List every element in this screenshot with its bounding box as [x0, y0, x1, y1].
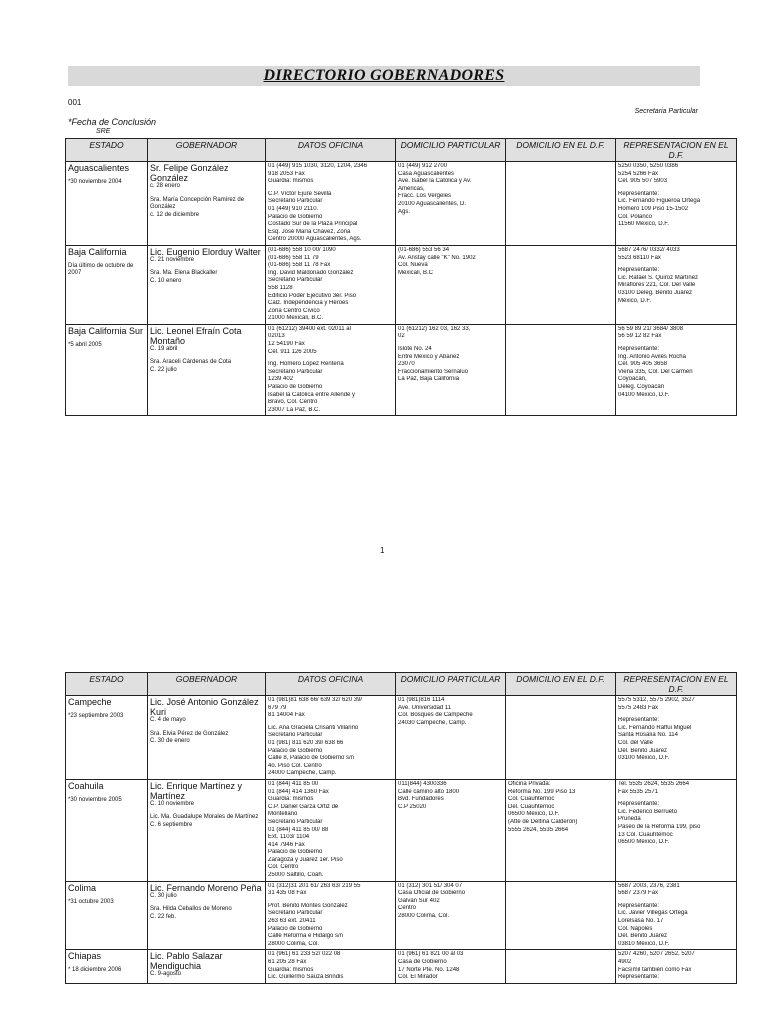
text-line: Representante: — [618, 974, 660, 981]
text-line: Col. Nueva — [398, 262, 428, 269]
text-line: Col. Centro — [268, 864, 299, 871]
gobernador-cell — [148, 245, 266, 324]
datos-oficina-cell — [266, 245, 396, 324]
text-line: 12 54190 Fax — [268, 341, 305, 348]
table-row — [66, 162, 737, 246]
text-line: Col. Bosques de Campeche — [398, 712, 473, 719]
text-line: 4902 — [618, 959, 632, 965]
fecha-conclusion: *31 octubre 2003 — [68, 898, 114, 905]
text-line: Del. Benito Juárez — [618, 933, 668, 940]
text-line: 02013 — [268, 333, 285, 340]
text-line: 01 (844) 411 85 00 — [268, 780, 319, 787]
text-line: Isabel la Católica entre Allende y — [268, 391, 356, 398]
text-line: Ing. Antonio Avilés Rocha — [618, 353, 686, 360]
document-title: DIRECTORIO GOBERNADORES — [263, 67, 505, 84]
header-domicilio-df: DOMICILIO EN EL D.F. — [506, 139, 616, 162]
text-line: 5207 4260, 5207 2652, 5207 — [618, 951, 695, 958]
domicilio-particular-cell — [396, 779, 506, 881]
text-line: 61 205 28 Fax — [268, 959, 307, 965]
text-line: Paseo de la Reforma 199, piso — [618, 823, 701, 830]
text-line: 28000 Colima, Col. — [268, 940, 320, 947]
gobernador-name: Lic. José Antonio González Kuri — [150, 697, 259, 717]
text-line: 25000 Saltillo, Coah. — [268, 872, 324, 879]
header-representacion: REPRESENTACION EN EL D.F. — [616, 139, 737, 162]
text-line: Palacio de Gobierno — [268, 213, 323, 220]
text-line: (01-686) 553 56 34 — [398, 246, 450, 253]
text-line: 01 (312) 301 51/ 304 07 — [398, 882, 463, 889]
datos-oficina-cell — [266, 162, 396, 246]
text-line: Ext. 1103/ 1104 — [268, 834, 310, 841]
representacion-cell — [616, 696, 737, 780]
text-line: 56 59 12 82 Fax — [618, 333, 662, 340]
gobernador-cumpleanos: C. 19 abril — [150, 345, 178, 352]
estado-name: Campeche — [68, 697, 112, 707]
table-body-page-2 — [66, 696, 737, 984]
sre-label: SRE — [96, 128, 111, 135]
estado-cell — [66, 324, 148, 416]
esposa-cumpleanos: C. 22 julio — [150, 366, 177, 373]
text-line: Mexicali, B.C — [398, 269, 434, 276]
text-line: Guardia: mismos — [268, 178, 314, 185]
text-line: 56 59 89 21/ 3684/ 3808 — [618, 325, 684, 332]
text-line: 11560 México, D.F. — [618, 221, 669, 228]
text-line: Entre México y Abañez — [398, 353, 460, 360]
domicilio-particular-cell — [396, 881, 506, 950]
gobernador-name: Sr. Felipe González González — [150, 163, 229, 183]
gobernador-cell — [148, 779, 266, 881]
text-line: 5555 2624, 5535 2664 — [508, 826, 569, 833]
table-header-row — [66, 673, 737, 696]
estado-name: Aguascalientes — [68, 163, 130, 173]
text-line: La Paz, Baja California — [398, 376, 460, 383]
text-line: Lic. Rafael S. Quiroz Martínez — [618, 274, 699, 281]
gobernador-cell — [148, 162, 266, 246]
text-line: Ing. Homero López Rentería — [268, 361, 344, 368]
text-line: Guardia: mismos — [268, 796, 314, 803]
text-line: Calle camino alto 1800 — [398, 788, 460, 795]
gobernador-name: Lic. Leonel Efraín Cota Montaño — [150, 325, 242, 346]
text-line: Representante: — [618, 717, 660, 724]
text-line: Ags. — [398, 208, 411, 215]
text-line: Centro 20000 Aguascalientes, Ags. — [268, 236, 362, 243]
domicilio-df-cell — [506, 881, 616, 950]
domicilio-particular-cell — [396, 245, 506, 324]
header-datos-oficina: DATOS OFICINA — [266, 673, 396, 696]
text-line: 03100 México, D.F. — [618, 755, 670, 762]
text-line: (01-686) 558 11 79 — [268, 254, 319, 261]
text-line: 4o. Piso Col. Centro — [268, 762, 322, 769]
text-line: Cel. 905 507 5903 — [618, 178, 668, 185]
esposa-cumpleanos: C. 10 enero — [150, 277, 182, 284]
text-line: Américas, — [398, 185, 425, 192]
document-code: 001 — [68, 98, 82, 107]
text-line: Lic. Federico Berrueto — [618, 808, 678, 815]
text-line: Zona Centro Cívico — [268, 307, 320, 314]
text-line: 01 (61212) 39400 ext. 02011 al — [268, 325, 351, 332]
page-number: 1 — [380, 546, 385, 555]
gobernador-name: Lic. Enrique Martínez y Martínez — [150, 780, 243, 801]
gobernador-name: Lic. Eugenio Elorduy Walter — [150, 246, 261, 257]
esposa-name: Sra. Elvia Pérez de González — [150, 730, 229, 737]
text-line: 918 2053 Fax — [268, 170, 305, 177]
text-line: 679 79 — [268, 704, 287, 711]
domicilio-df-cell — [506, 324, 616, 416]
table-header-row — [66, 139, 737, 162]
fecha-conclusion: * 18 diciembre 2006 — [68, 967, 122, 974]
text-line: 5250 0350, 5250 0386 — [618, 163, 679, 169]
domicilio-df-cell — [506, 162, 616, 246]
gobernador-cumpleanos: C. 30 julio — [150, 892, 177, 899]
text-line: Col. Polanco — [618, 213, 653, 220]
domicilio-particular-cell — [396, 324, 506, 416]
header-domicilio-particular: DOMICILIO PARTICULAR — [396, 139, 506, 162]
fecha-conclusion: *5 abril 2005 — [68, 341, 102, 348]
datos-oficina-cell — [266, 324, 396, 416]
text-line: Tel. 5535 2624, 5535 2664 — [618, 780, 690, 787]
text-line: Del. Cuauhtémoc — [508, 803, 555, 810]
text-line: 5687 2476/ 0332/ 4033 — [618, 246, 680, 253]
domicilio-df-cell — [506, 950, 616, 983]
text-line: 13 Col. Cuauhtémoc — [618, 831, 673, 838]
text-line: 24030 Campeche, Camp. — [398, 719, 467, 726]
text-line: Lic. Fernando Raffui Miguel — [618, 724, 692, 731]
estado-name: Coahuila — [68, 780, 104, 791]
estado-cell — [66, 245, 148, 324]
header-gobernador: GOBERNADOR — [148, 139, 266, 162]
text-line: (01-686) 558 10 00/ 1090 — [268, 246, 336, 253]
text-line: Col. del Valle — [618, 739, 653, 746]
text-line: 01 (449) 910 2110. — [268, 205, 319, 212]
esposa-cumpleanos: C. 30 de enero — [150, 738, 190, 744]
esposa-name: Sra. Ma. Elena Blackaller — [150, 270, 218, 277]
datos-oficina-cell — [266, 779, 396, 881]
text-line: Bravo, Col. Centro — [268, 399, 318, 406]
text-line: Secretario Particular — [268, 910, 323, 917]
text-line: Fraccionamiento Sernaluo — [398, 368, 469, 375]
text-line: Representante: — [618, 267, 660, 274]
text-line: Pruneda — [618, 816, 641, 823]
datos-oficina-cell — [266, 950, 396, 983]
text-line: Av. Aristay calle "K" No. 1902 — [398, 254, 476, 261]
gobernador-cell — [148, 881, 266, 950]
fecha-conclusion-note: *Fecha de Conclusión — [68, 117, 157, 127]
esposa-cumpleanos: C. 22 feb. — [150, 913, 177, 920]
text-line: Palacio de Gobierno — [268, 925, 323, 932]
gobernador-cumpleanos: C. 10 noviembre — [150, 800, 195, 807]
text-line: 23070 — [398, 361, 415, 368]
text-line: 24000 Campeche, Camp. — [268, 770, 337, 777]
directory-table-page-2 — [65, 672, 737, 984]
estado-name: Chiapas — [68, 951, 102, 962]
text-line: 011(844) 4300336 — [398, 780, 447, 787]
gobernador-cumpleanos: C. 9-agosto — [150, 971, 182, 978]
text-line: 5523 68110 Fax — [618, 254, 661, 261]
text-line: C.P 25020 — [398, 803, 427, 810]
text-line: Esq. José María Chávez, Zona — [268, 228, 351, 235]
gobernador-cumpleanos: C. 4 de mayo — [150, 717, 186, 723]
text-line: 5575 5312, 5575 2902, 3527 — [618, 697, 695, 703]
text-line: Ing. David Maldonado González — [268, 269, 354, 276]
table-row — [66, 779, 737, 881]
estado-name: Baja California Sur — [68, 325, 144, 336]
text-line: 21000 Mexicali, B.C. — [268, 315, 324, 322]
gobernador-cell — [148, 324, 266, 416]
text-line: (01-686) 558 11 78 Fax — [268, 262, 331, 269]
gobernador-name: Lic. Pablo Salazar Mendiguchia — [150, 951, 223, 972]
text-line: Secretario Particular — [268, 368, 323, 375]
text-line: Casa de Gobierno — [398, 959, 447, 965]
text-line: 1239 402 — [268, 376, 294, 383]
esposa-name: Sra. María Concepción Ramírez de González — [150, 196, 245, 210]
text-line: Col. Nápoles — [618, 925, 653, 932]
text-line: Costado Sur de la Plaza Principal — [268, 221, 358, 228]
estado-cell — [66, 696, 148, 780]
text-line: Representante: — [618, 801, 660, 808]
text-line: Bvd. Fundadores — [398, 796, 444, 803]
representacion-cell — [616, 779, 737, 881]
text-line: Representante: — [618, 190, 660, 197]
text-line: 31 435 08 Fax — [268, 890, 307, 897]
text-line: Representante: — [618, 346, 660, 353]
text-line: 81 14004 Fax — [268, 712, 305, 719]
text-line: 5687 2003, 2376, 2381 — [618, 882, 680, 889]
header-representacion: REPRESENTACION EN EL D.F. — [616, 673, 737, 696]
esposa-name: Sra. Hilda Ceballos de Moreno — [150, 906, 232, 913]
text-line: Lic. Guillermo Sauza Brindis — [268, 974, 344, 981]
header-domicilio-particular: DOMICILIO PARTICULAR — [396, 673, 506, 696]
text-line: Col. El Mirador — [398, 974, 438, 981]
text-line: 5575 2483 Fax — [618, 704, 659, 711]
text-line: Calle Reforma e Hidalgo s/n — [268, 933, 344, 940]
fecha-conclusion: *30 noviembre 2005 — [68, 796, 122, 803]
text-line: 01 (449) 912 2700 — [398, 163, 448, 169]
table-row — [66, 245, 737, 324]
representacion-cell — [616, 245, 737, 324]
gobernador-cumpleanos: C. 21 noviembre — [150, 256, 195, 263]
gobernador-name: Lic. Fernando Moreno Peña — [150, 882, 262, 893]
text-line: Lorelsasa No. 17 — [618, 918, 664, 925]
text-line: 414 7946 Fax — [268, 841, 305, 848]
header-estado: ESTADO — [66, 673, 148, 696]
text-line: Viena 335, Col. Del Carmen — [618, 368, 693, 375]
text-line: Fax 5535 2571 — [618, 788, 659, 795]
text-line: Lic. Javier Villegas Ortega — [618, 910, 688, 917]
text-line: Casa Oficial de Gobierno — [398, 890, 466, 897]
representacion-cell — [616, 324, 737, 416]
text-line: Edificio Poder Ejecutivo 3er. Piso — [268, 292, 357, 299]
document-page-2 — [0, 672, 768, 1024]
gobernador-cumpleanos: c. 28 enero — [150, 183, 181, 189]
text-line: Ave. Universidad 11 — [398, 704, 452, 711]
title-banner — [68, 66, 700, 86]
text-line: 20100 Aguascalientes, D. — [398, 200, 467, 207]
text-line: 01 (981)816 1114 — [398, 697, 445, 703]
text-line: Galván Sur 402 — [398, 897, 440, 904]
text-line: 01 (981)81 638 66/ 639 32/ 620 39/ — [268, 697, 363, 703]
header-domicilio-df: DOMICILIO EN EL D.F. — [506, 673, 616, 696]
text-line: Lic. Ana Graciela Crisanti Villarino — [268, 724, 359, 731]
text-line: Facsímil también como Fax — [618, 966, 692, 973]
estado-cell — [66, 162, 148, 246]
text-line: Lic. Fernando Figueroa Ortega — [618, 198, 701, 205]
estado-name: Colima — [68, 882, 97, 893]
header-estado: ESTADO — [66, 139, 148, 162]
text-line: 06500 México, D.F. — [618, 839, 670, 846]
representacion-cell — [616, 162, 737, 246]
table-body-page-1 — [66, 162, 737, 416]
text-line: Santa Rosalía No. 114 — [618, 732, 678, 739]
text-line: C.P. Daniel Garza Ortiz de — [268, 803, 339, 810]
text-line: 5254 5266 Fax — [618, 170, 659, 177]
text-line: México, D.F. — [618, 297, 652, 304]
secretaria-label: Secretaria Particular — [634, 108, 698, 115]
text-line: 28000 Colima, Col. — [398, 913, 450, 920]
text-line: 03810 México, D.F. — [618, 940, 670, 947]
text-line: Palacio de Gobierno — [268, 384, 323, 391]
text-line: 01 (844) 411 85 00/ 88 — [268, 826, 329, 833]
text-line: Deleg. Coyoacán — [618, 384, 665, 391]
domicilio-df-cell — [506, 779, 616, 881]
estado-cell — [66, 881, 148, 950]
estado-cell — [66, 950, 148, 983]
text-line: Calz. Independencia y Héroes — [268, 300, 349, 307]
text-line: Oficina Privada: — [508, 780, 551, 787]
datos-oficina-cell — [266, 881, 396, 950]
text-line: 01 (844) 414 1360 Fax — [268, 788, 329, 795]
representacion-cell — [616, 881, 737, 950]
text-line: Palacio de Gobierno — [268, 747, 323, 754]
domicilio-df-cell — [506, 245, 616, 324]
text-line: Secretario Particular — [268, 277, 323, 284]
text-line: Islote No. 24 — [398, 346, 432, 353]
header-gobernador: GOBERNADOR — [148, 673, 266, 696]
fecha-conclusion: Día último de octubre de 2007 — [68, 262, 134, 277]
directory-table-page-1 — [65, 138, 737, 416]
table-row — [66, 696, 737, 780]
text-line: Representante: — [618, 902, 660, 909]
text-line: 06500 México, D.F. — [508, 811, 560, 818]
table-row — [66, 324, 737, 416]
text-line: Reforma No. 199 Piso 13 — [508, 788, 576, 795]
domicilio-particular-cell — [396, 950, 506, 983]
text-line: Casa Aguascalientes — [398, 170, 455, 177]
text-line: Ave. Isabel la Católica y Av. — [398, 178, 472, 185]
text-line: Montellano — [268, 811, 298, 818]
text-line: C.P. Víctor Ejure Sevilla — [268, 190, 332, 197]
text-line: 5687 2379 Fax — [618, 890, 659, 897]
text-line: 01 (961) 61 233 52/ 022 08 — [268, 951, 341, 958]
text-line: Secretario Particular — [268, 818, 323, 825]
text-line: Secretario Particular — [268, 198, 323, 205]
gobernador-cell — [148, 696, 266, 780]
text-line: Miraflores 221, Col. Del Valle — [618, 282, 696, 289]
text-line: Fracc. Los Vergeles — [398, 193, 452, 200]
text-line: 558 1128 — [268, 284, 293, 291]
domicilio-particular-cell — [396, 696, 506, 780]
table-row — [66, 950, 737, 983]
text-line: Del. Benito Juárez — [618, 747, 668, 754]
text-line: Cel. 911 126 2005 — [268, 348, 317, 355]
header-datos-oficina: DATOS OFICINA — [266, 139, 396, 162]
esposa-name: Sra. Araceli Cárdenas de Cota — [150, 359, 232, 366]
text-line: 23007 La Paz, B.C. — [268, 406, 321, 413]
text-line: Calle 8, Palacio de Gobierno s/n — [268, 755, 355, 762]
text-line: 02 — [398, 333, 405, 340]
esposa-cumpleanos: C. 6 septiembre — [150, 821, 193, 828]
text-line: 01 (312)31 201 61/ 263 63/ 219 55 — [268, 882, 361, 889]
text-line: 04100 México, D.F. — [618, 391, 670, 398]
esposa-cumpleanos: c. 12 de diciembre — [150, 211, 200, 218]
text-line: 01 (449) 915 1030, 3120, 1204, 2346 — [268, 163, 368, 169]
text-line: Col. Cuauhtémoc — [508, 796, 555, 803]
text-line: Coyoacán, — [618, 376, 647, 383]
text-line: 03100 Deleg. Benito Juárez — [618, 289, 693, 296]
text-line: 01 (981) 811 620 39/ 638 66 — [268, 739, 344, 746]
estado-cell — [66, 779, 148, 881]
text-line: (Atte de Delfina Calderón) — [508, 818, 578, 825]
fecha-conclusion: *23 septiembre 2003 — [68, 713, 124, 719]
fecha-conclusion: *30 noviembre 2004 — [68, 179, 122, 185]
estado-name: Baja California — [68, 246, 127, 257]
text-line: Guardia: mismos — [268, 966, 314, 973]
text-line: Cel. 905 405 3658 — [618, 361, 668, 368]
table-row — [66, 881, 737, 950]
text-line: 17 Norte Pte. No. 1248 — [398, 966, 460, 973]
text-line: Prof. Benito Montes González — [268, 902, 348, 909]
datos-oficina-cell — [266, 696, 396, 780]
gobernador-cell — [148, 950, 266, 983]
esposa-name: Lic. Ma. Guadalupe Morales de Martínez — [150, 814, 259, 821]
text-line: Palacio de Gobierno — [268, 849, 323, 856]
text-line: 263 63 ext. 20411 — [268, 918, 316, 925]
text-line: Homero 109 Piso 15-1502 — [618, 205, 689, 212]
text-line: Secretario Particular — [268, 732, 323, 739]
text-line: 01 (961) 61 821 00 al 03 — [398, 951, 464, 958]
text-line: Zaragoza y Juárez 1er. Piso — [268, 856, 343, 863]
text-line: 01 (61212) 162 03, 162 33, — [398, 325, 471, 332]
representacion-cell — [616, 950, 737, 983]
text-line: Centro — [398, 905, 417, 912]
domicilio-particular-cell — [396, 162, 506, 246]
domicilio-df-cell — [506, 696, 616, 780]
